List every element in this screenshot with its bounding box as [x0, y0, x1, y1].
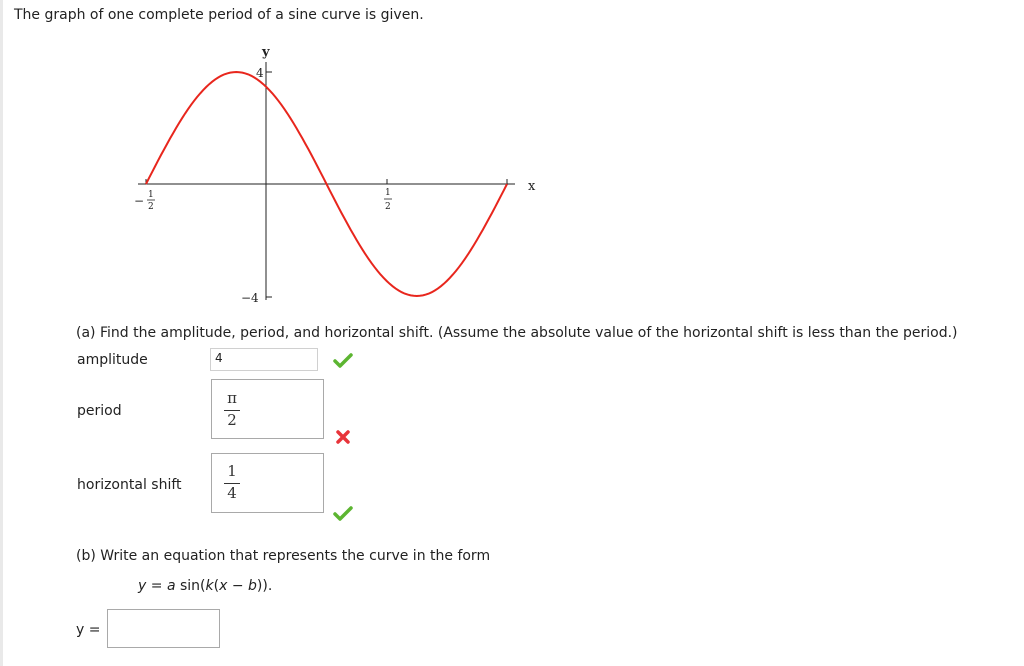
period-denominator: 2: [227, 411, 237, 429]
form-a: a: [166, 578, 176, 594]
part-b-prompt: (b) Write an equation that represents the curve in the form: [76, 548, 491, 564]
x-right-numerator: 1: [385, 188, 391, 198]
sine-graph: [0, 0, 560, 310]
form-close: )).: [256, 578, 273, 594]
shift-denominator: 4: [227, 484, 237, 502]
form-k: k: [205, 578, 214, 594]
x-left-sign: −: [134, 194, 145, 208]
part-a-prompt: (a) Find the amplitude, period, and horizontal shift. (Assume the absolute value of the horizontal shift is less than the period.): [76, 325, 958, 341]
y-bottom-label: −4: [241, 291, 259, 305]
equation-input[interactable]: [107, 609, 220, 648]
period-fraction: [224, 391, 240, 431]
form-sin: sin(: [175, 578, 206, 594]
form-open-paren: (: [213, 578, 220, 594]
horizontal-shift-label: horizontal shift: [77, 477, 182, 493]
answer-label: y =: [76, 622, 101, 638]
period-input[interactable]: [211, 379, 324, 439]
form-equals: =: [146, 578, 167, 594]
period-numerator: π: [227, 389, 237, 407]
question-intro: The graph of one complete period of a sine curve is given.: [14, 7, 424, 23]
x-axis-label: x: [528, 179, 536, 194]
checkmark-icon: [333, 353, 353, 369]
equation-form: [138, 578, 272, 594]
shift-numerator: 1: [227, 462, 237, 480]
cross-icon: [335, 429, 351, 445]
amplitude-input[interactable]: 4: [210, 348, 318, 371]
form-minus: −: [227, 578, 249, 594]
amplitude-label: amplitude: [77, 352, 148, 368]
shift-fraction: [224, 464, 240, 504]
y-axis-label: y: [262, 45, 270, 60]
form-b: b: [248, 578, 257, 594]
form-y: y: [138, 578, 147, 594]
y-top-label: 4: [256, 66, 264, 80]
horizontal-shift-input[interactable]: [211, 453, 324, 513]
x-left-numerator: 1: [148, 190, 154, 200]
x-right-denominator: 2: [385, 202, 391, 212]
checkmark-icon: [333, 506, 353, 522]
period-label: period: [77, 403, 122, 419]
form-x: x: [219, 578, 228, 594]
x-left-denominator: 2: [148, 202, 154, 212]
